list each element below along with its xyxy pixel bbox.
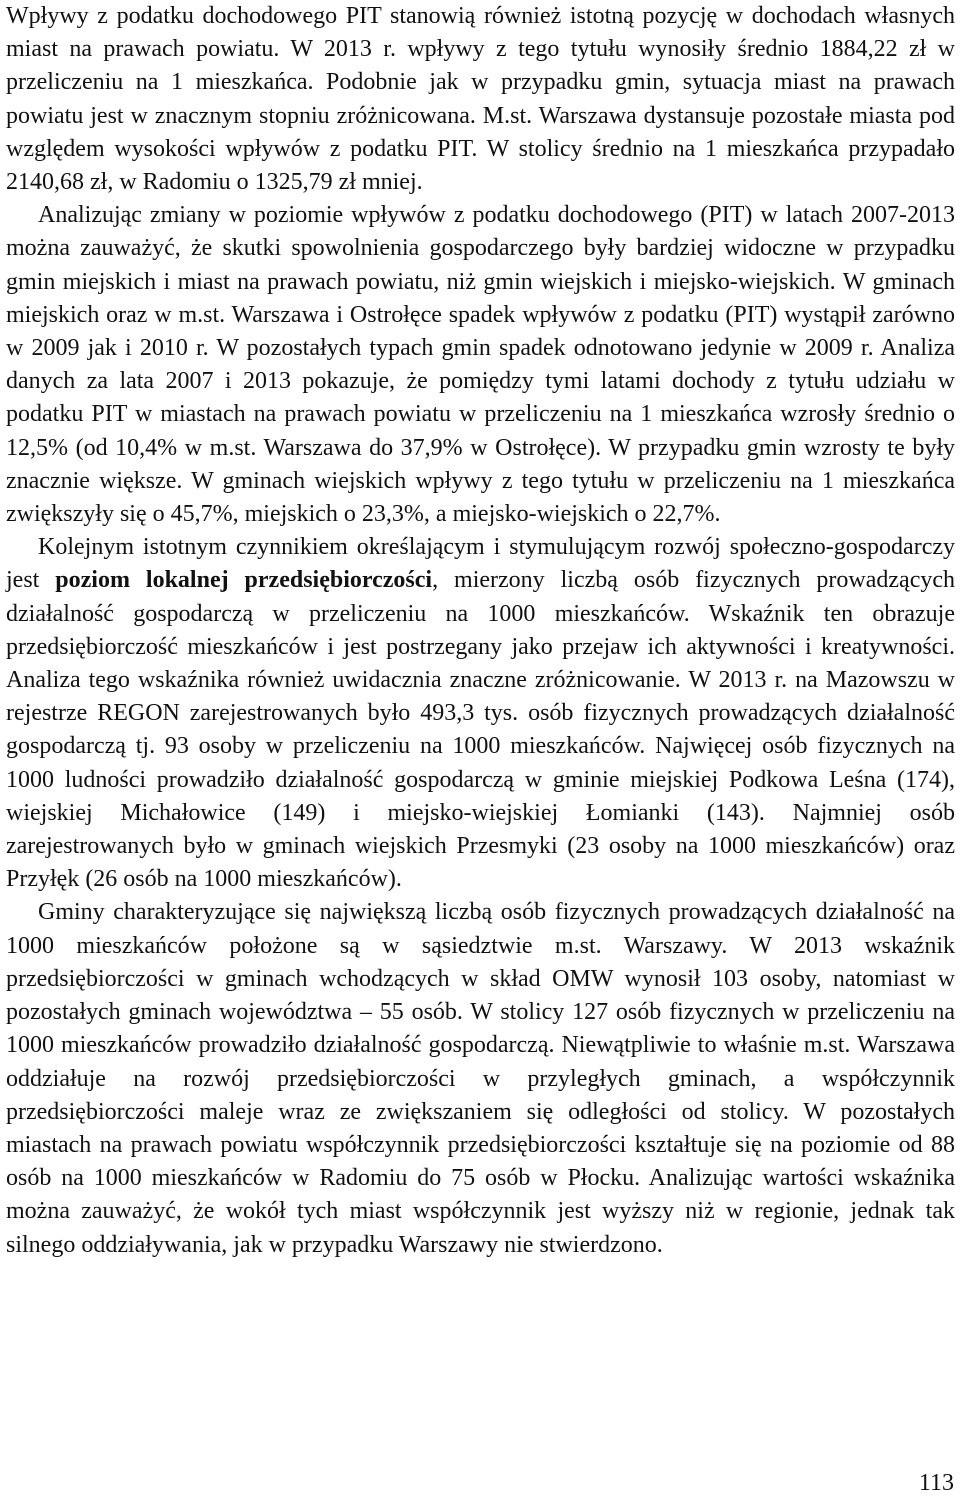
paragraph-pit-cities: Wpływy z podatku dochodowego PIT stanowią również istotną pozycję w dochodach własnych miast na prawach powiatu. W 2013 r. wpływy z tego tytułu wynosiły średnio 1884,22 zł w przeliczeniu na 1 mieszkańca. Podobnie jak w przypadku gmin, sytuacja miast na prawach powiatu jest w znacznym stopniu zróżnicowana. M.st. Warszawa dystansuje pozostałe miasta pod względem wysokości wpływów z podatku PIT. W stolicy średnio na 1 mieszkańca przypadało 2140,68 zł, w Radomiu o 1325,79 zł mniej. bbox=[6, 3, 955, 196]
paragraph-warsaw-neighborhood: Gminy charakteryzujące się największą liczbą osób fizycznych prowadzących działalność na 1000 mieszkańców położone są w sąsiedztwie m.st. Warszawy. W 2013 wskaźnik przedsiębiorczości w gminach wchodzących w skład OMW wynosił 103 osoby, natomiast w pozostałych gminach województwa – 55 osób. W stolicy 127 osób fizycznych w przeliczeniu na 1000 mieszkańców prowadziło działalność gospodarczą. Niewątpliwie to właśnie m.st. Warszawa oddziałuje na rozwój przedsiębiorczości w przyległych gminach, a współczynnik przedsiębiorczości maleje wraz ze zwiększaniem się odległości od stolicy. W pozostałych miastach na prawach powiatu współczynnik przedsiębiorczości kształtuje się na poziomie od 88 osób na 1000 mieszkańców w Radomiu do 75 osób w Płocku. Analizując wartości wskaźnika można zauważyć, że wokół tych miast współczynnik jest wyższy niż w regionie, jednak tak silnego oddziaływania, jak w przypadku Warszawy nie stwierdzono. bbox=[6, 899, 955, 1258]
document-page bbox=[6, 0, 955, 1262]
paragraph-entrepreneurship-intro: Kolejnym istotnym czynnikiem określającym i stymulującym rozwój społeczno-gospodarczy jest bbox=[6, 534, 955, 594]
paragraph-entrepreneurship bbox=[6, 531, 955, 896]
paragraph-pit-changes: Analizując zmiany w poziomie wpływów z podatku dochodowego (PIT) w latach 2007-2013 można zauważyć, że skutki spowolnienia gospodarczego były bardziej widoczne w przypadku gmin miejskich i miast na prawach powiatu, niż gmin wiejskich i miejsko-wiejskich. W gminach miejskich oraz w m.st. Warszawa i Ostrołęce spadek wpływów z podatku (PIT) wystąpił zarówno w 2009 jak i 2010 r. W pozostałych typach gmin spadek odnotowano jedynie w 2009 r. Analiza danych za lata 2007 i 2013 pokazuje, że pomiędzy tymi latami dochody z tytułu udziału w podatku PIT w miastach na prawach powiatu w przeliczeniu na 1 mieszkańca wzrosły średnio o 12,5% (od 10,4% w m.st. Warszawa do 37,9% w Ostrołęce). W przypadku gmin wzrosty te były znacznie większe. W gminach wiejskich wpływy z tego tytułu w przeliczeniu na 1 mieszkańca zwiększyły się o 45,7%, miejskich o 23,3%, a miejsko-wiejskich o 22,7%. bbox=[6, 202, 955, 528]
page-number: 113 bbox=[918, 1470, 954, 1496]
paragraph-entrepreneurship-rest: , mierzony liczbą osób fizycznych prowadzących działalność gospodarczą w przeliczeniu na 1000 mieszkańców. Wskaźnik ten obrazuje przedsiębiorczość mieszkańców i jest postrzegany jako przejaw ich aktywności i kreatywności. Analiza tego wskaźnika również uwidacznia znaczne zróżnicowanie. W 2013 r. na Mazowszu w rejestrze REGON zarejestrowanych było 493,3 tys. osób fizycznych prowadzących działalność gospodarczą tj. 93 osoby w przeliczeniu na 1000 mieszkańców. Najwięcej osób fizycznych na 1000 ludności prowadziło działalność gospodarczą w gminie miejskiej Podkowa Leśna (174), wiejskiej Michałowice (149) i miejsko-wiejskiej Łomianki (143). Najmniej osób zarejestrowanych było w gminach wiejskich Przesmyki (23 osoby na 1000 mieszkańców) oraz Przyłęk (26 osób na 1000 mieszkańców). bbox=[6, 567, 956, 893]
bold-term-entrepreneurship: poziom lokalnej przedsiębiorczości bbox=[55, 567, 433, 594]
